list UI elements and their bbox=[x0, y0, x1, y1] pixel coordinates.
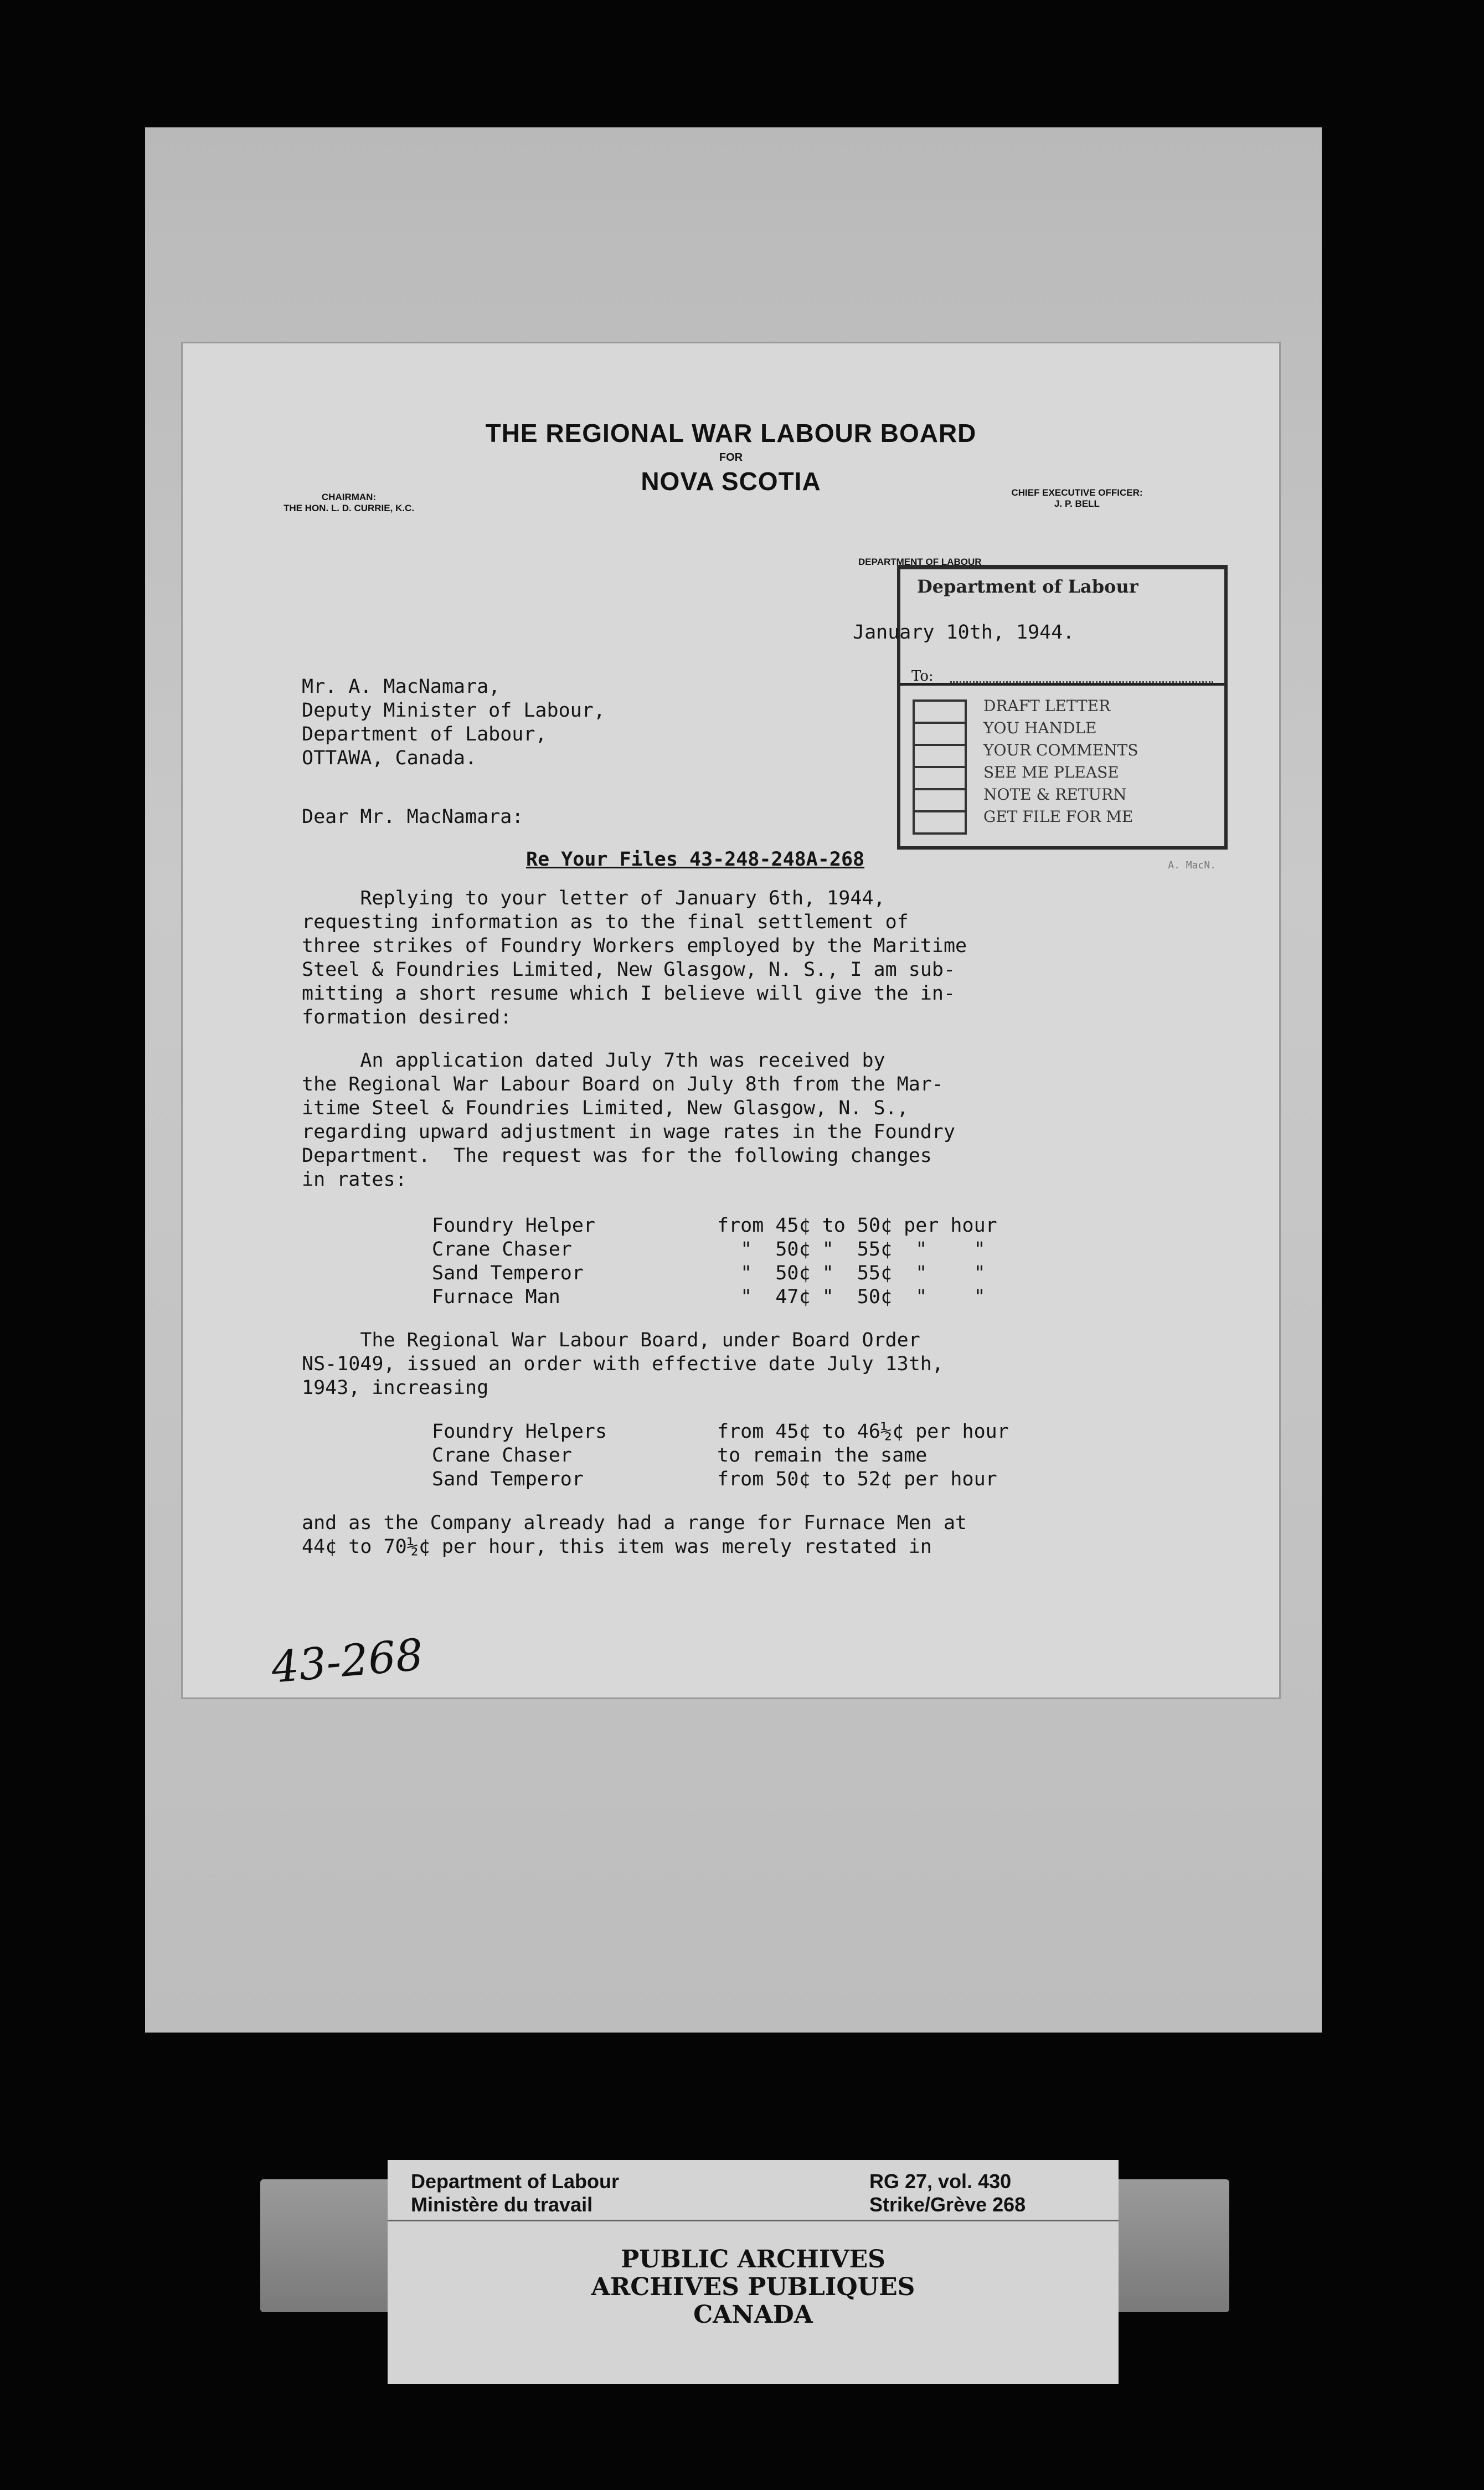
stamp-option: NOTE & RETURN bbox=[983, 785, 1127, 804]
para2-line: in rates: bbox=[302, 1169, 407, 1191]
rate-job: Furnace Man bbox=[432, 1286, 560, 1308]
routing-stamp bbox=[897, 565, 1228, 871]
salutation: Dear Mr. MacNamara: bbox=[302, 806, 524, 828]
chairman-label: CHAIRMAN: bbox=[321, 492, 377, 502]
rate-value: " 50¢ " 55¢ " " bbox=[717, 1238, 986, 1261]
archive-name-fr: ARCHIVES PUBLIQUES bbox=[591, 2273, 915, 2301]
rate-value: to remain the same bbox=[717, 1444, 928, 1467]
stamp-checkbox bbox=[913, 722, 967, 746]
archive-dept-en: Department of Labour bbox=[411, 2170, 620, 2193]
stamp-option: GET FILE FOR ME bbox=[983, 807, 1133, 826]
letterhead-for: FOR bbox=[719, 451, 743, 464]
chairman-block bbox=[260, 492, 437, 514]
archive-dept-fr: Ministère du travail bbox=[411, 2193, 593, 2216]
para1-line: mitting a short resume which I believe will give the in- bbox=[302, 982, 956, 1005]
para1-line: requesting information as to the final settlement of bbox=[302, 911, 909, 933]
letterhead-province: NOVA SCOTIA bbox=[641, 467, 821, 496]
rate-value: from 45¢ to 46½¢ per hour bbox=[717, 1421, 1009, 1443]
archive-country: CANADA bbox=[693, 2301, 813, 2329]
stamp-checkbox bbox=[913, 699, 967, 724]
archive-strike: Strike/Grève 268 bbox=[869, 2193, 1026, 2216]
rate-job: Sand Temperor bbox=[432, 1468, 584, 1490]
stamp-option: YOUR COMMENTS bbox=[983, 741, 1138, 759]
para3-line: 1943, increasing bbox=[302, 1377, 489, 1399]
stamp-option: YOU HANDLE bbox=[983, 719, 1097, 737]
rate-job: Crane Chaser bbox=[432, 1238, 572, 1261]
para2-line: Department. The request was for the following changes bbox=[302, 1145, 932, 1167]
subject-line: Re Your Files 43-248-248A-268 bbox=[526, 848, 865, 871]
archive-name bbox=[388, 2246, 1119, 2329]
stamp-footer: A. MacN. bbox=[1168, 860, 1216, 871]
para3-line: NS-1049, issued an order with effective date July 13th, bbox=[302, 1353, 944, 1375]
rate-value: " 47¢ " 50¢ " " bbox=[717, 1286, 986, 1308]
rate-job: Foundry Helper bbox=[432, 1215, 596, 1237]
archive-label bbox=[388, 2160, 1119, 2384]
para2-line: An application dated July 7th was received by bbox=[302, 1049, 885, 1072]
para2-line: itime Steel & Foundries Limited, New Glasgow, N. S., bbox=[302, 1097, 909, 1119]
address-line: Deputy Minister of Labour, bbox=[302, 699, 605, 722]
stamp-option: DRAFT LETTER bbox=[983, 697, 1111, 715]
rate-job: Sand Temperor bbox=[432, 1262, 584, 1284]
para1-line: formation desired: bbox=[302, 1006, 512, 1028]
para1-line: Replying to your letter of January 6th, 1944, bbox=[302, 887, 885, 909]
para1-line: Steel & Foundries Limited, New Glasgow, N. S., I am sub- bbox=[302, 959, 956, 981]
archive-reference bbox=[869, 2170, 1026, 2216]
archive-divider bbox=[388, 2220, 1119, 2221]
rate-job: Foundry Helpers bbox=[432, 1421, 607, 1443]
rate-job: Crane Chaser bbox=[432, 1444, 572, 1467]
ceo-block bbox=[986, 487, 1168, 510]
rate-value: from 50¢ to 52¢ per hour bbox=[717, 1468, 997, 1490]
stamp-checkbox bbox=[913, 766, 967, 790]
address-line: OTTAWA, Canada. bbox=[302, 747, 477, 769]
address-line: Mr. A. MacNamara, bbox=[302, 676, 501, 698]
stamp-checkbox bbox=[913, 744, 967, 768]
para3-line: The Regional War Labour Board, under Board Order bbox=[302, 1329, 920, 1351]
stamp-checkbox bbox=[913, 810, 967, 835]
chairman-name: THE HON. L. D. CURRIE, K.C. bbox=[283, 503, 415, 513]
handwritten-file-number: 43-268 bbox=[269, 1630, 425, 1693]
stamp-option: SEE ME PLEASE bbox=[983, 763, 1119, 781]
para2-line: the Regional War Labour Board on July 8th from the Mar- bbox=[302, 1073, 944, 1095]
letterhead-title: THE REGIONAL WAR LABOUR BOARD bbox=[485, 419, 977, 447]
rate-value: from 45¢ to 50¢ per hour bbox=[717, 1215, 997, 1237]
archive-ref: RG 27, vol. 430 bbox=[869, 2170, 1012, 2193]
archive-dept bbox=[411, 2170, 619, 2216]
stamp-to-label: To: bbox=[911, 668, 934, 685]
stamp-title: Department of Labour bbox=[917, 576, 1138, 597]
stamp-checkbox bbox=[913, 788, 967, 812]
archive-name-en: PUBLIC ARCHIVES bbox=[621, 2245, 885, 2273]
para1-line: three strikes of Foundry Workers employed by the Maritime bbox=[302, 935, 967, 957]
address-line: Department of Labour, bbox=[302, 723, 547, 745]
letter-page bbox=[183, 343, 1279, 1697]
ceo-name: J. P. BELL bbox=[1054, 498, 1100, 509]
para4-line: and as the Company already had a range for Furnace Men at bbox=[302, 1512, 967, 1534]
para2-line: regarding upward adjustment in wage rates in the Foundry bbox=[302, 1121, 956, 1143]
stamp-dept-label: DEPARTMENT OF LABOUR bbox=[858, 557, 982, 567]
para4-line: 44¢ to 70½¢ per hour, this item was merely restated in bbox=[302, 1536, 932, 1558]
letter-date: January 10th, 1944. bbox=[853, 621, 1075, 644]
ceo-label: CHIEF EXECUTIVE OFFICER: bbox=[1011, 487, 1143, 498]
stamp-divider bbox=[900, 683, 1224, 686]
rate-value: " 50¢ " 55¢ " " bbox=[717, 1262, 986, 1284]
